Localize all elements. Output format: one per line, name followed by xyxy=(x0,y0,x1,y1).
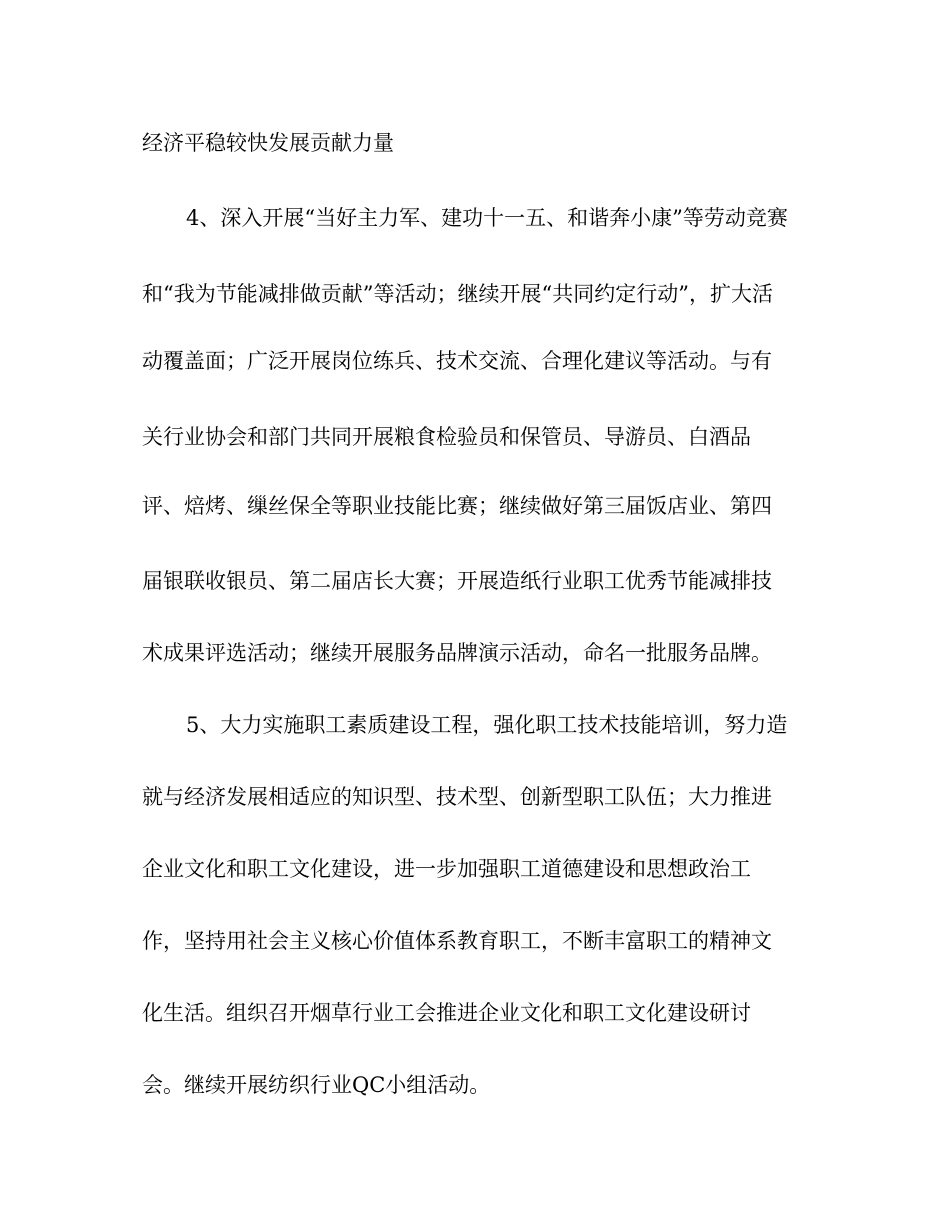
text-line: 作，坚持用社会主义核心价值体系教育职工，不断丰富职工的精神文 xyxy=(142,929,772,953)
paragraph-5-first-line: 5、大力实施职工素质建设工程，强化职工技术技能培训，努力造 xyxy=(186,713,788,737)
text-line: 化生活。组织召开烟草行业工会推进企业文化和职工文化建设研讨 xyxy=(142,1001,751,1025)
text-line: 术成果评选活动；继续开展服务品牌演示活动，命名一批服务品牌。 xyxy=(142,641,772,665)
text-line: 关行业协会和部门共同开展粮食检验员和保管员、导游员、白酒品 xyxy=(142,425,751,449)
text-line: 经济平稳较快发展贡献力量 xyxy=(142,131,394,155)
text-line: 会。继续开展纺织行业QC小组活动。 xyxy=(142,1073,491,1097)
text-line: 评、焙烤、缫丝保全等职业技能比赛；继续做好第三届饭店业、第四 xyxy=(142,494,772,518)
text-line: 和“我为节能减排做贡献”等活动；继续开展“共同约定行动”，扩大活 xyxy=(142,282,773,306)
text-line: 就与经济发展相适应的知识型、技术型、创新型职工队伍；大力推进 xyxy=(142,785,772,809)
text-line: 企业文化和职工文化建设，进一步加强职工道德建设和思想政治工 xyxy=(142,857,751,881)
paragraph-4-first-line: 4、深入开展“当好主力军、建功十一五、和谐奔小康”等劳动竞赛 xyxy=(186,206,788,230)
text-line: 届银联收银员、第二届店长大赛；开展造纸行业职工优秀节能减排技 xyxy=(142,569,772,593)
text-line: 动覆盖面；广泛开展岗位练兵、技术交流、合理化建议等活动。与有 xyxy=(142,349,772,373)
